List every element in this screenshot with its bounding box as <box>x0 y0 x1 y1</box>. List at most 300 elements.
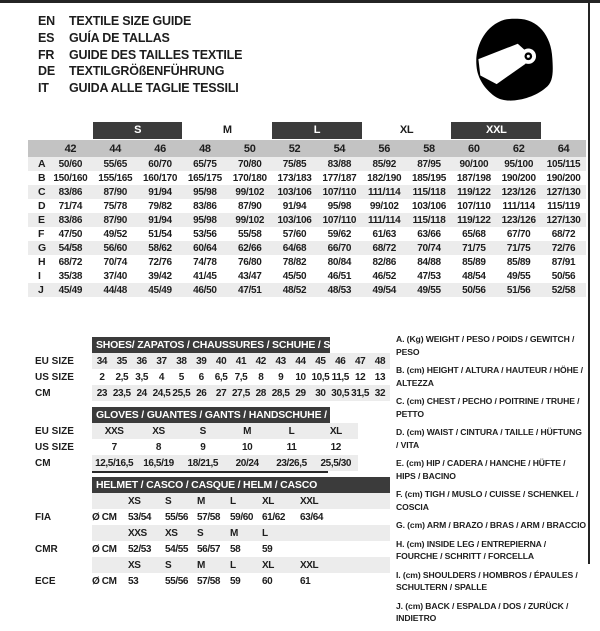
measurement-cell: 103/106 <box>272 213 317 227</box>
measurement-row <box>28 255 586 269</box>
measurement-cell: 57/60 <box>282 228 307 240</box>
helmet-size-label: XL <box>262 559 274 571</box>
shoes-row <box>28 369 390 385</box>
value-cell: 24,5 <box>152 387 171 399</box>
row-letter: A <box>28 157 48 171</box>
measurement-cell: 75/85 <box>272 157 317 171</box>
value-cell: 6,5 <box>214 371 228 383</box>
size-number-cell: 58 <box>407 140 452 157</box>
helmet-size-label: L <box>230 559 236 571</box>
value-cell: 36 <box>136 355 147 367</box>
legend-item: F. (cm) TIGH / MUSLO / CUISSE / SCHENKEL / COSCIA <box>396 489 579 512</box>
size-number-cell: 50 <box>227 140 272 157</box>
measurement-cell: 58/62 <box>138 241 183 255</box>
size-number-cell: 64 <box>541 140 586 157</box>
measurement-cell: 119/122 <box>451 213 496 227</box>
measurement-row <box>28 283 586 297</box>
value-cell: 12 <box>354 371 366 383</box>
value-cell: 11,5 <box>331 371 349 383</box>
value-cell: 5 <box>178 371 184 383</box>
value-cell: 28 <box>255 387 266 399</box>
helmet-size-label: L <box>262 527 268 539</box>
measurement-cell: 83/88 <box>317 157 362 171</box>
measurement-cell: 68/72 <box>551 228 576 240</box>
row-cells <box>92 369 390 385</box>
measurement-cell: 49/55 <box>506 270 531 282</box>
measurement-cell: 72/76 <box>148 256 172 268</box>
measurement-cell: 68/72 <box>362 241 407 255</box>
measurement-cell: 83/86 <box>48 213 93 227</box>
value-cell: 58 <box>230 543 241 555</box>
measurement-cell: 70/74 <box>407 241 452 255</box>
measurement-cell: 111/114 <box>362 185 407 199</box>
size-group-cell <box>48 121 93 140</box>
row-letter: B <box>38 172 46 184</box>
measurement-cell: 83/86 <box>48 185 93 199</box>
row-cells <box>92 541 390 557</box>
helmet-value-row <box>28 541 390 557</box>
size-group-cell <box>451 121 541 140</box>
helmet-size-label: XXL <box>300 559 319 571</box>
language-code: IT <box>38 81 49 96</box>
measurement-cell: 115/119 <box>547 200 581 212</box>
value-cell: 53 <box>128 575 139 587</box>
gloves-row <box>28 439 358 455</box>
row-cells <box>92 423 358 439</box>
measurement-cell: 90/100 <box>451 157 496 171</box>
measurement-cell: 46/52 <box>372 270 396 282</box>
diameter-unit-label: Ø CM <box>92 511 117 523</box>
measurement-cell: 56/60 <box>93 241 138 255</box>
value-cell: 34 <box>96 355 108 367</box>
language-row <box>38 63 242 80</box>
row-letter: G <box>28 241 48 255</box>
measurement-cell: 67/70 <box>506 228 531 240</box>
size-group-cell <box>93 121 183 140</box>
value-cell: 48 <box>374 355 386 367</box>
measurement-cell: 49/52 <box>103 228 127 240</box>
value-cell: 2 <box>99 371 105 383</box>
value-cell: XS <box>152 425 165 437</box>
measurement-cell: 46/51 <box>327 270 352 282</box>
measurement-cell: 95/98 <box>182 213 227 227</box>
row-cells <box>92 385 390 401</box>
measurement-cell: 103/106 <box>412 200 447 212</box>
size-group-label: XXL <box>451 122 541 139</box>
gloves-size-table <box>28 407 369 471</box>
measurement-cell: 91/94 <box>138 213 183 227</box>
shoes-row <box>28 353 390 369</box>
row-cells <box>92 439 358 455</box>
measurement-cell: 127/130 <box>541 185 586 199</box>
row-letter: E <box>28 213 48 227</box>
value-cell: 25,5/30 <box>320 457 352 469</box>
helmet-size-label: M <box>197 495 205 507</box>
size-group-row <box>28 121 586 140</box>
measurement-cell: 190/200 <box>501 172 536 184</box>
value-cell: L <box>288 425 295 437</box>
row-cells <box>92 525 390 541</box>
value-cell: 31,5 <box>351 387 370 399</box>
measurement-cell: 182/190 <box>367 172 402 184</box>
helmet-size-label: L <box>230 495 236 507</box>
row-cells <box>92 493 390 509</box>
size-number-cell: 46 <box>138 140 183 157</box>
value-cell: 32 <box>374 387 386 399</box>
value-cell: 9 <box>200 441 206 453</box>
row-label: CM <box>35 457 51 469</box>
section-separator-line <box>92 471 328 473</box>
measurement-cell: 160/170 <box>143 172 178 184</box>
value-cell: 57/58 <box>197 575 221 587</box>
measurement-cell: 48/52 <box>272 283 317 297</box>
value-cell: 42 <box>255 355 266 367</box>
value-cell: 44 <box>295 355 306 367</box>
gloves-title-row <box>28 407 369 423</box>
legend-item: I. (cm) SHOULDERS / HOMBROS / ÉPAULES / SCHULTERN / SPALLE <box>396 569 578 592</box>
measurement-cell: 45/50 <box>282 270 307 282</box>
size-group-label: XL <box>399 124 414 136</box>
measurement-cell: 170/180 <box>232 172 267 184</box>
measurement-row <box>28 185 586 199</box>
size-number-cell: 48 <box>182 140 227 157</box>
row-letter: C <box>28 185 48 199</box>
helmet-size-label: XXL <box>300 495 319 507</box>
row-label: EU SIZE <box>35 355 74 367</box>
diameter-unit-label: Ø CM <box>92 575 117 587</box>
helmet-size-label: M <box>197 559 205 571</box>
gloves-row <box>28 423 358 439</box>
value-cell: 7,5 <box>234 371 248 383</box>
measurement-cell: 123/126 <box>496 213 541 227</box>
measurement-cell: 44/48 <box>93 283 138 297</box>
value-cell: 59 <box>262 543 273 555</box>
measurement-cell: 165/175 <box>187 172 222 184</box>
measurement-cell: 190/200 <box>546 172 581 184</box>
measurement-cell: 85/92 <box>362 157 407 171</box>
measurement-cell: 47/53 <box>417 270 441 282</box>
measurement-cell: 185/195 <box>412 172 447 184</box>
measurement-cell: 72/76 <box>541 241 586 255</box>
value-cell: 6 <box>198 371 204 383</box>
helmet-size-label: XS <box>128 559 141 571</box>
row-letter: F <box>38 228 45 240</box>
language-row <box>38 30 242 47</box>
value-cell: 46 <box>335 355 346 367</box>
shoes-title-row <box>28 337 390 353</box>
value-cell: XL <box>329 425 342 437</box>
value-cell: S <box>199 425 206 437</box>
value-cell: 2,5 <box>115 371 129 383</box>
value-cell: 10 <box>295 371 306 383</box>
measurement-cell: 123/126 <box>496 185 541 199</box>
value-cell: 59 <box>230 575 241 587</box>
value-cell: 28,5 <box>271 387 290 399</box>
row-label: US SIZE <box>35 441 74 453</box>
helmet-size-table <box>28 477 390 589</box>
measurement-cell: 115/118 <box>407 185 452 199</box>
value-cell: 27,5 <box>232 387 250 399</box>
standard-label: FIA <box>35 511 52 523</box>
measurement-cell: 41/45 <box>193 270 217 282</box>
measurement-row <box>28 213 586 227</box>
helmet-size-label: XL <box>262 495 274 507</box>
size-group-label: L <box>272 122 362 139</box>
measurement-cell: 70/80 <box>227 157 272 171</box>
value-cell: 43 <box>275 355 286 367</box>
size-group-label: M <box>222 124 232 136</box>
value-cell: 52/53 <box>128 543 152 555</box>
value-cell: 8 <box>155 441 162 453</box>
measurement-cell: 111/114 <box>362 213 407 227</box>
size-number-cell: 62 <box>496 140 541 157</box>
size-group-cell <box>272 121 362 140</box>
value-cell: 23,5 <box>112 387 131 399</box>
helmet-title-row <box>28 477 390 493</box>
measurement-cell: 95/100 <box>496 157 541 171</box>
measurement-cell: 99/102 <box>227 185 272 199</box>
value-cell: XXS <box>104 425 124 437</box>
language-code: EN <box>38 14 55 28</box>
size-number-cell: 44 <box>93 140 138 157</box>
measurement-cell: 79/82 <box>148 200 172 212</box>
value-cell: 40 <box>215 355 227 367</box>
language-row <box>38 13 242 30</box>
helmet-size-label: XS <box>128 495 141 507</box>
measurement-cell: 187/198 <box>456 172 491 184</box>
value-cell: 63/64 <box>300 511 324 523</box>
standard-label: ECE <box>35 575 56 587</box>
value-cell: 59/60 <box>230 511 254 523</box>
helmet-size-label: S <box>165 559 172 571</box>
measurement-cell: 87/90 <box>237 200 262 212</box>
value-cell: 60 <box>262 575 273 587</box>
measurement-cell: 111/114 <box>502 200 535 212</box>
racing-helmet-icon <box>466 14 558 110</box>
row-label: US SIZE <box>35 371 74 383</box>
measurement-cell: 43/47 <box>237 270 262 282</box>
helmet-value-row <box>28 509 390 525</box>
measurement-cell: 55/65 <box>93 157 138 171</box>
measurement-cell: 95/98 <box>182 185 227 199</box>
measurement-cell: 65/75 <box>182 157 227 171</box>
measurement-row <box>28 269 586 283</box>
size-group-label: S <box>93 122 183 139</box>
measurement-cell: 51/56 <box>496 283 541 297</box>
gloves-row <box>28 455 358 471</box>
legend-item: B. (cm) HEIGHT / ALTURA / HAUTEUR / HÖHE / ALTEZZA <box>396 365 583 388</box>
value-cell: 4 <box>158 371 165 383</box>
value-cell: 53/54 <box>128 511 152 523</box>
measurement-cell: 87/95 <box>407 157 452 171</box>
legend-item: E. (cm) HIP / CADERA / HANCHE / HÜFTE / HIPS / BACINO <box>396 458 566 481</box>
measurement-cell: 173/183 <box>277 172 312 184</box>
legend-item: J. (cm) BACK / ESPALDA / DOS / ZURÜCK / INDIETRO <box>396 600 569 623</box>
measurement-cell: 85/89 <box>506 256 531 268</box>
measurement-cell: 61/63 <box>372 228 396 240</box>
measurement-cell: 107/110 <box>317 185 362 199</box>
measurement-cell: 75/78 <box>103 200 127 212</box>
value-cell: 3,5 <box>135 371 148 383</box>
measurement-cell: 91/94 <box>138 185 183 199</box>
language-header <box>38 13 242 97</box>
measurement-cell: 80/84 <box>327 256 352 268</box>
language-title: GUIDE DES TAILLES TEXTILE <box>69 47 243 62</box>
measurement-cell: 47/51 <box>227 283 272 297</box>
value-cell: 18/21,5 <box>187 457 219 469</box>
diameter-unit-label: Ø CM <box>92 543 117 555</box>
measurement-cell: 49/55 <box>407 283 452 297</box>
measurement-row <box>28 241 586 255</box>
measurement-cell: 127/130 <box>541 213 586 227</box>
row-letter: H <box>38 256 46 268</box>
helmet-size-row <box>28 525 390 541</box>
measurement-cell: 45/49 <box>138 283 183 297</box>
measurement-row <box>28 227 586 241</box>
helmet-value-row <box>28 573 390 589</box>
value-cell: 41 <box>235 355 247 367</box>
row-label: CM <box>35 387 51 399</box>
value-cell: 39 <box>196 355 207 367</box>
measurement-cell: 177/187 <box>322 172 357 184</box>
value-cell: 38 <box>176 355 187 367</box>
measurement-cell: 65/68 <box>462 228 486 240</box>
value-cell: 25,5 <box>172 387 191 399</box>
language-row <box>38 47 242 64</box>
measurement-cell: 95/98 <box>327 200 352 212</box>
shoes-table-title: SHOES/ ZAPATOS / CHAUSSURES / SCHUHE / SCARPE <box>92 337 330 353</box>
legend-item: D. (cm) WAIST / CINTURA / TAILLE / HÜFTUNG / VITA <box>396 427 582 450</box>
language-code: ES <box>38 30 55 45</box>
textile-size-table <box>28 121 586 297</box>
top-border-line <box>0 0 600 3</box>
measurement-cell: 64/68 <box>272 241 317 255</box>
value-cell: 16,5/19 <box>143 457 174 469</box>
measurement-cell: 71/75 <box>496 241 541 255</box>
value-cell: 26 <box>196 387 207 399</box>
measurement-row <box>28 199 586 213</box>
measurement-cell: 107/110 <box>457 200 491 212</box>
legend-item: H. (cm) INSIDE LEG / ENTREPIERNA / FOURCHE / SCHRITT / FORCELLA <box>396 538 547 561</box>
measurement-cell: 103/106 <box>272 185 317 199</box>
measurement-cell: 87/91 <box>551 256 576 268</box>
row-cells <box>92 353 390 369</box>
language-row <box>38 80 242 97</box>
measurement-cell: 51/54 <box>148 228 172 240</box>
value-cell: 20/24 <box>235 457 259 469</box>
value-cell: 37 <box>156 355 167 367</box>
measurement-cell: 105/115 <box>541 157 586 171</box>
size-number-cell: 42 <box>48 140 93 157</box>
helmet-size-label: S <box>165 495 172 507</box>
measurement-cell: 63/66 <box>417 228 441 240</box>
legend-item: G. (cm) ARM / BRAZO / BRAS / ARM / BRACCIO <box>396 520 586 530</box>
measurement-row <box>28 157 586 171</box>
measurement-cell: 48/54 <box>462 270 486 282</box>
value-cell: 54/55 <box>165 543 189 555</box>
measurement-cell: 76/80 <box>237 256 262 268</box>
measurement-cell: 91/94 <box>282 200 307 212</box>
measurement-cell: 71/74 <box>58 200 83 212</box>
language-title: TEXTILGRÖßENFÜHRUNG <box>69 64 225 79</box>
spacer-cell <box>28 140 48 157</box>
value-cell: 57/58 <box>197 511 221 523</box>
measurement-cell: 74/78 <box>193 256 217 268</box>
value-cell: 56/57 <box>197 543 221 555</box>
size-number-row <box>28 140 586 157</box>
measurement-cell: 52/58 <box>541 283 586 297</box>
helmet-icon-svg <box>466 14 558 110</box>
spacer-cell <box>28 121 48 140</box>
measurement-cell: 107/110 <box>317 213 362 227</box>
measurement-cell: 60/70 <box>138 157 183 171</box>
measurement-cell: 87/90 <box>93 185 138 199</box>
row-letter: D <box>38 200 46 212</box>
row-letter: I <box>38 270 41 282</box>
measurement-cell: 87/90 <box>93 213 138 227</box>
helmet-size-label: XS <box>165 527 178 539</box>
value-cell: 11 <box>286 441 297 453</box>
size-group-cell <box>362 121 452 140</box>
measurement-cell: 62/66 <box>227 241 272 255</box>
language-title: GUÍA DE TALLAS <box>69 30 170 45</box>
value-cell: 23/26,5 <box>276 457 307 469</box>
value-cell: 47 <box>354 355 366 367</box>
value-cell: 45 <box>315 355 326 367</box>
value-cell: 8 <box>258 371 264 383</box>
measurement-cell: 49/54 <box>362 283 407 297</box>
measurement-row <box>28 171 586 185</box>
measurement-cell: 119/122 <box>451 185 496 199</box>
value-cell: 29 <box>295 387 306 399</box>
value-cell: 12 <box>330 441 341 453</box>
measurement-cell: 85/89 <box>462 256 486 268</box>
measurement-cell: 78/82 <box>282 256 307 268</box>
measurement-legend <box>396 333 586 631</box>
value-cell: 23 <box>96 387 108 399</box>
measurement-cell: 50/56 <box>451 283 496 297</box>
value-cell: 10 <box>241 441 253 453</box>
measurement-cell: 47/50 <box>58 228 83 240</box>
legend-item: C. (cm) CHEST / PECHO / POITRINE / TRUHE / PETTO <box>396 396 580 419</box>
size-group-cell <box>182 121 272 140</box>
size-number-cell: 60 <box>451 140 496 157</box>
helmet-table-title: HELMET / CASCO / CASQUE / HELM / CASCO <box>92 477 390 493</box>
measurement-cell: 35/38 <box>58 270 83 282</box>
value-cell: 24 <box>136 387 147 399</box>
measurement-cell: 50/60 <box>48 157 93 171</box>
measurement-cell: 150/160 <box>53 172 88 184</box>
measurement-cell: 53/56 <box>193 228 217 240</box>
helmet-size-label: XXS <box>128 527 147 539</box>
measurement-cell: 55/58 <box>237 228 262 240</box>
measurement-cell: 48/53 <box>317 283 362 297</box>
row-cells <box>92 509 390 525</box>
row-cells <box>92 557 390 573</box>
language-title: TEXTILE SIZE GUIDE <box>69 14 192 28</box>
value-cell: 61 <box>300 575 311 587</box>
helmet-size-row <box>28 493 390 509</box>
measurement-cell: 46/50 <box>182 283 227 297</box>
measurement-cell: 66/70 <box>317 241 362 255</box>
row-cells <box>92 455 358 471</box>
measurement-cell: 39/42 <box>148 270 172 282</box>
size-number-cell: 52 <box>272 140 317 157</box>
standard-label: CMR <box>35 543 58 555</box>
row-cells <box>92 573 390 589</box>
right-border-line <box>588 0 590 564</box>
legend-item: A. (Kg) WEIGHT / PESO / POIDS / GEWITCH / PESO <box>396 334 575 357</box>
